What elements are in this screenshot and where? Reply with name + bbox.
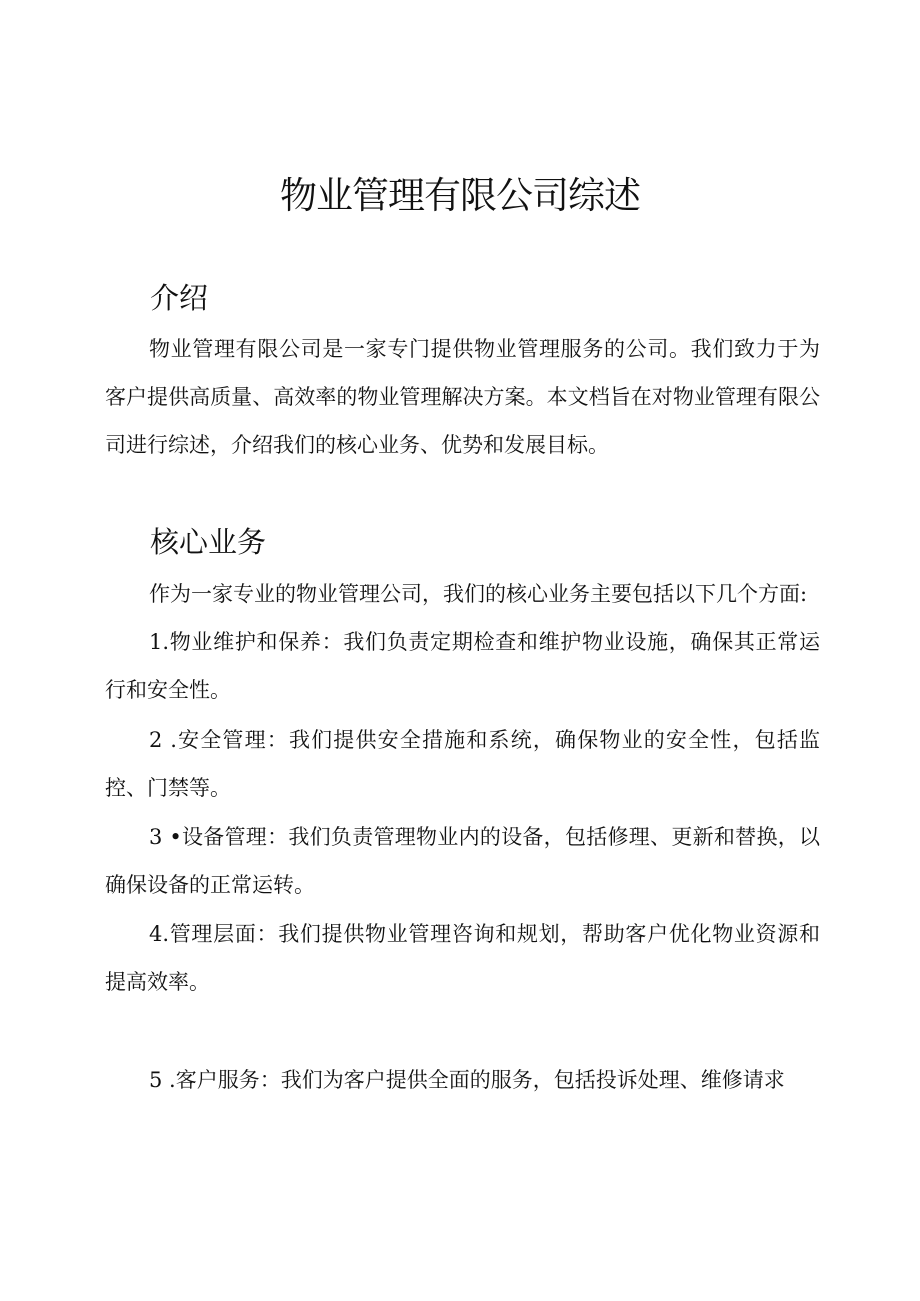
list-item-property-maintenance: 1.物业维护和保养：我们负责定期检查和维护物业设施，确保其正常运行和安全性。 bbox=[105, 630, 820, 702]
document-title: 物业管理有限公司综述 bbox=[280, 174, 640, 217]
section-heading-intro: 介绍 bbox=[150, 281, 209, 315]
list-item-management-level: 4.管理层面：我们提供物业管理咨询和规划，帮助客户优化物业资源和提高效率。 bbox=[105, 922, 820, 994]
list-item-security-management: 2 .安全管理：我们提供安全措施和系统，确保物业的安全性，包括监控、门禁等。 bbox=[105, 728, 820, 800]
core-business-intro-paragraph: 作为一家专业的物业管理公司，我们的核心业务主要包括以下几个方面: bbox=[149, 582, 808, 606]
section-heading-core-business: 核心业务 bbox=[150, 525, 267, 559]
list-item-customer-service: 5 .客户服务：我们为客户提供全面的服务，包括投诉处理、维修请求 bbox=[149, 1068, 785, 1092]
intro-paragraph: 物业管理有限公司是一家专门提供物业管理服务的公司。我们致力于为客户提供高质量、高效率的物业管理解决方案。本文档旨在对物业管理有限公司进行综述，介绍我们的核心业务、优势和发展目标。 bbox=[105, 337, 820, 457]
list-item-equipment-management: 3 •设备管理：我们负责管理物业内的设备，包括修理、更新和替换，以确保设备的正常运转。 bbox=[105, 825, 820, 897]
